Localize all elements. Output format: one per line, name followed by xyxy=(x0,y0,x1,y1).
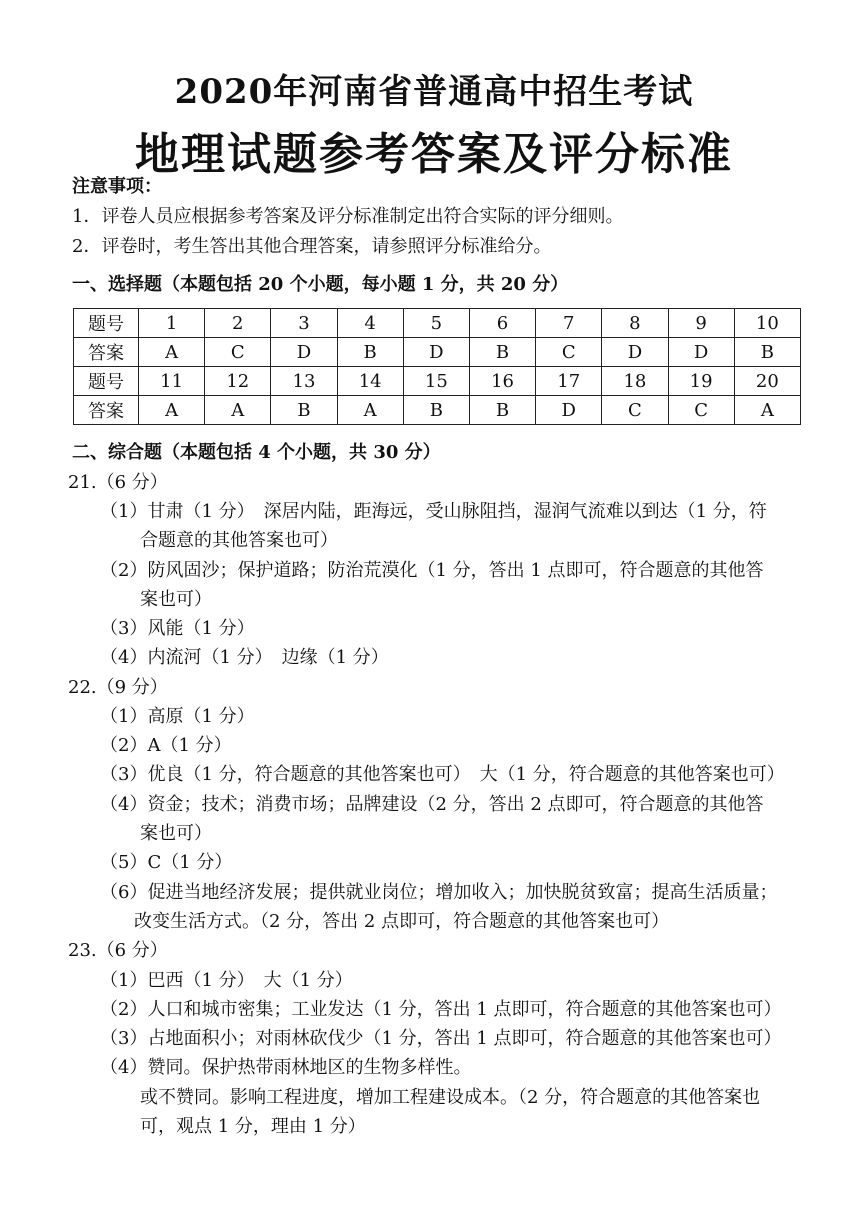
table-cell: 12 xyxy=(205,367,271,396)
table-row xyxy=(74,367,801,396)
table-cell: 8 xyxy=(602,309,668,338)
table-cell: 14 xyxy=(337,367,403,396)
answer-line: 案也可） xyxy=(140,823,212,844)
question-heading: 23.（6 分） xyxy=(68,940,168,961)
section1-heading: 一、选择题（本题包括 20 个小题，每小题 1 分，共 20 分） xyxy=(72,274,569,295)
answer-line: 可，观点 1 分，理由 1 分） xyxy=(140,1116,366,1137)
table-cell: A xyxy=(205,396,271,425)
table-cell: A xyxy=(139,396,205,425)
answer-line: （3）风能（1 分） xyxy=(100,618,255,639)
answer-line: （4）内流河（1 分） 边缘（1 分） xyxy=(100,647,389,668)
answer-line: （1）高原（1 分） xyxy=(100,706,255,727)
table-cell: B xyxy=(271,396,337,425)
table-cell: 17 xyxy=(536,367,602,396)
table-cell: 6 xyxy=(469,309,535,338)
table-row xyxy=(74,309,801,338)
table-cell: B xyxy=(403,396,469,425)
answer-line: （2）防风固沙；保护道路；防治荒漠化（1 分，答出 1 点即可，符合题意的其他答 xyxy=(100,560,764,581)
question-heading: 22.（9 分） xyxy=(68,677,168,698)
table-cell: D xyxy=(403,338,469,367)
table-cell: D xyxy=(668,338,734,367)
table-cell: 15 xyxy=(403,367,469,396)
table-cell: 19 xyxy=(668,367,734,396)
table-cell: 10 xyxy=(734,309,800,338)
table-cell: B xyxy=(469,338,535,367)
table-cell: 7 xyxy=(536,309,602,338)
note-item: 1．评卷人员应根据参考答案及评分标准制定出符合实际的评分细则。 xyxy=(72,206,624,227)
table-row xyxy=(74,396,801,425)
table-cell: B xyxy=(734,338,800,367)
table-cell: 16 xyxy=(469,367,535,396)
section2-heading: 二、综合题（本题包括 4 个小题，共 30 分） xyxy=(72,442,441,463)
answer-line: （3）占地面积小；对雨林砍伐少（1 分，答出 1 点即可，符合题意的其他答案也可） xyxy=(100,1028,782,1049)
row-label: 题号 xyxy=(74,367,139,396)
table-cell: 11 xyxy=(139,367,205,396)
table-cell: 13 xyxy=(271,367,337,396)
answer-line: （4）资金；技术；消费市场；品牌建设（2 分，答出 2 点即可，符合题意的其他答 xyxy=(100,794,764,815)
answer-line: （4）赞同。保护热带雨林地区的生物多样性。 xyxy=(100,1057,472,1078)
row-label: 题号 xyxy=(74,309,139,338)
answer-line: 合题意的其他答案也可） xyxy=(140,530,338,551)
table-cell: C xyxy=(205,338,271,367)
page-subtitle: 地理试题参考答案及评分标准 xyxy=(135,129,733,180)
answer-line: 或不赞同。影响工程进度，增加工程建设成本。（2 分，符合题意的其他答案也 xyxy=(140,1087,761,1108)
answer-line: （1）甘肃（1 分） 深居内陆，距海远，受山脉阻挡，湿润气流难以到达（1 分，符 xyxy=(100,501,767,522)
table-cell: A xyxy=(337,396,403,425)
table-cell: A xyxy=(139,338,205,367)
answer-line: （6）促进当地经济发展；提供就业岗位；增加收入；加快脱贫致富；提高生活质量； xyxy=(100,882,778,903)
table-cell: C xyxy=(602,396,668,425)
question-heading: 21.（6 分） xyxy=(68,472,168,493)
page-title: 2020年河南省普通高中招生考试 xyxy=(174,72,694,112)
table-cell: D xyxy=(602,338,668,367)
table-cell: 4 xyxy=(337,309,403,338)
answer-table xyxy=(73,308,801,425)
note-item: 2．评卷时，考生答出其他合理答案，请参照评分标准给分。 xyxy=(72,236,552,257)
answer-line: 案也可） xyxy=(140,589,212,610)
table-cell: B xyxy=(337,338,403,367)
table-cell: 1 xyxy=(139,309,205,338)
table-cell: 9 xyxy=(668,309,734,338)
answer-line: （2）人口和城市密集；工业发达（1 分，答出 1 点即可，符合题意的其他答案也可） xyxy=(100,999,782,1020)
table-cell: B xyxy=(469,396,535,425)
table-cell: D xyxy=(536,396,602,425)
answer-line: （1）巴西（1 分） 大（1 分） xyxy=(100,970,353,991)
answer-line: 改变生活方式。（2 分，答出 2 点即可，符合题意的其他答案也可） xyxy=(134,911,670,932)
table-cell: 18 xyxy=(602,367,668,396)
table-cell: 3 xyxy=(271,309,337,338)
answer-line: （3）优良（1 分，符合题意的其他答案也可） 大（1 分，符合题意的其他答案也可） xyxy=(100,764,785,785)
table-cell: C xyxy=(668,396,734,425)
table-cell: C xyxy=(536,338,602,367)
table-cell: 20 xyxy=(734,367,800,396)
answer-line: （2）A（1 分） xyxy=(100,735,232,756)
table-cell: 5 xyxy=(403,309,469,338)
table-cell: D xyxy=(271,338,337,367)
answer-line: （5）C（1 分） xyxy=(100,852,233,873)
table-cell: 2 xyxy=(205,309,271,338)
table-cell: A xyxy=(734,396,800,425)
row-label: 答案 xyxy=(74,338,139,367)
table-row xyxy=(74,338,801,367)
row-label: 答案 xyxy=(74,396,139,425)
notes-heading: 注意事项： xyxy=(72,176,162,197)
